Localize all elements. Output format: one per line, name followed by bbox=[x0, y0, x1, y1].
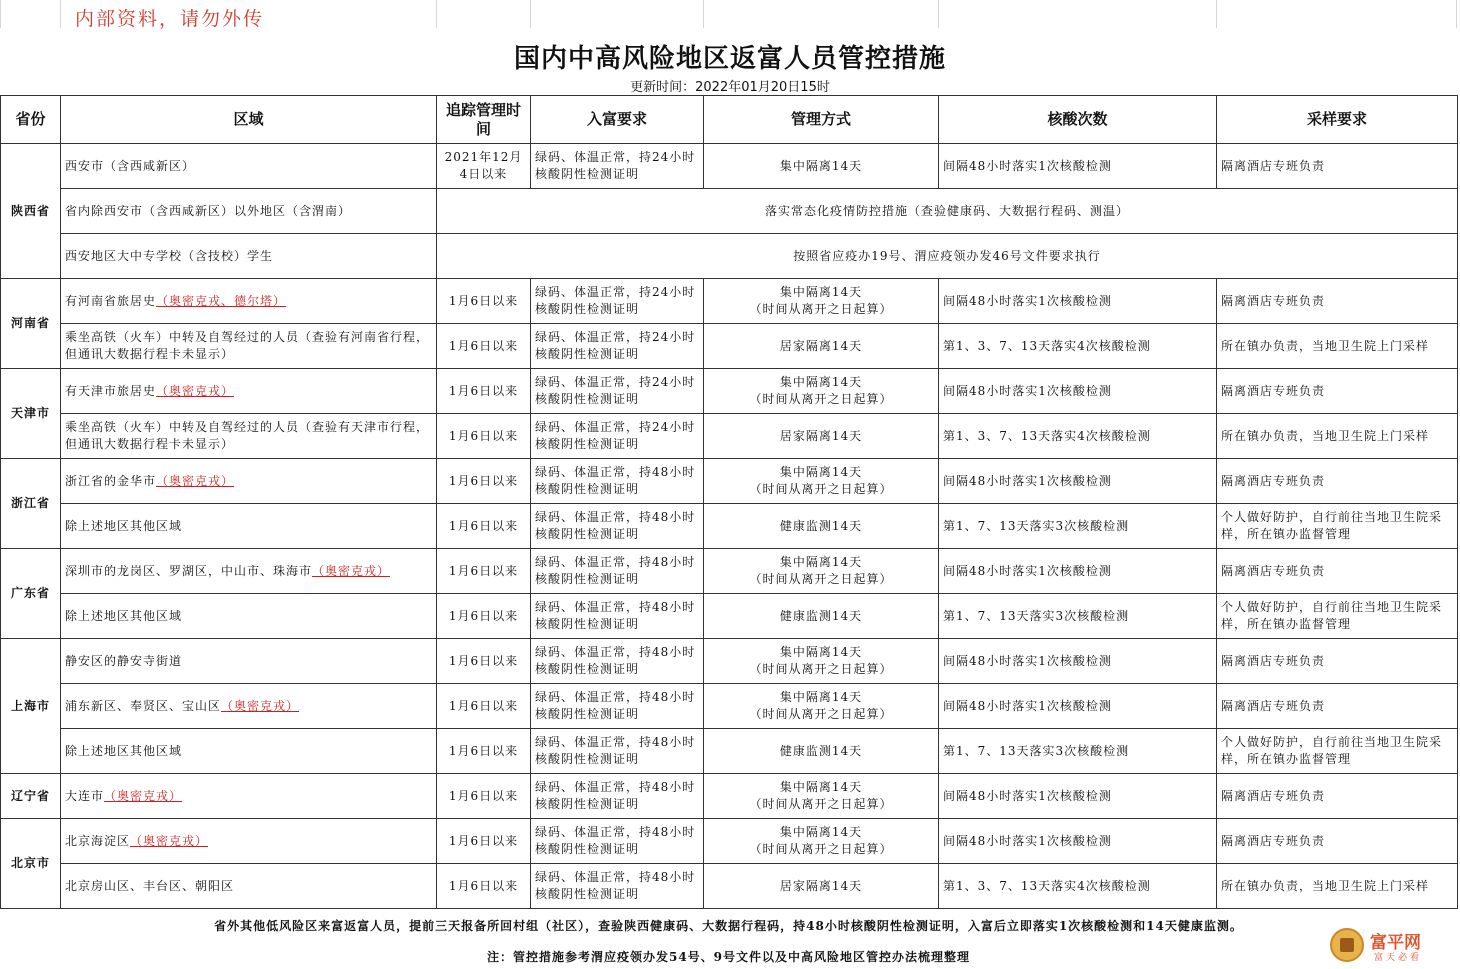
time-cell: 1月6日以来 bbox=[437, 459, 531, 504]
variant-tag: （奥密克戎） bbox=[104, 788, 183, 803]
nat-cell: 间隔48小时落实1次核酸检测 bbox=[939, 774, 1217, 819]
variant-tag: （奥密克戎） bbox=[221, 698, 300, 713]
time-cell: 1月6日以来 bbox=[437, 774, 531, 819]
requirement-cell: 绿码、体温正常，持48小时核酸阴性检测证明 bbox=[531, 684, 704, 729]
area-cell: 省内除西安市（含西咸新区）以外地区（含渭南） bbox=[61, 189, 437, 234]
variant-tag: （奥密克戎） bbox=[130, 833, 209, 848]
requirement-cell: 绿码、体温正常，持24小时核酸阴性检测证明 bbox=[531, 279, 704, 324]
table-row bbox=[1, 324, 1458, 369]
table-row bbox=[1, 684, 1458, 729]
requirement-cell: 绿码、体温正常，持48小时核酸阴性检测证明 bbox=[531, 774, 704, 819]
management-cell bbox=[704, 459, 939, 504]
management-cell bbox=[704, 774, 939, 819]
management-cell bbox=[704, 819, 939, 864]
nat-cell: 间隔48小时落实1次核酸检测 bbox=[939, 459, 1217, 504]
nat-cell: 第1、3、7、13天落实4次核酸检测 bbox=[939, 324, 1217, 369]
requirement-cell: 绿码、体温正常，持24小时核酸阴性检测证明 bbox=[531, 414, 704, 459]
nat-cell: 第1、7、13天落实3次核酸检测 bbox=[939, 729, 1217, 774]
table-row bbox=[1, 639, 1458, 684]
management-cell bbox=[704, 369, 939, 414]
management-note: （时间从离开之日起算） bbox=[749, 662, 893, 676]
table-row bbox=[1, 594, 1458, 639]
sampling-cell: 所在镇办负责，当地卫生院上门采样 bbox=[1217, 324, 1458, 369]
sampling-cell: 个人做好防护，自行前往当地卫生院采样，所在镇办监督管理 bbox=[1217, 594, 1458, 639]
variant-tag: （奥密克戎、德尔塔） bbox=[156, 293, 287, 308]
col-header-time: 追踪管理时间 bbox=[437, 96, 531, 144]
time-cell: 1月6日以来 bbox=[437, 369, 531, 414]
area-cell bbox=[61, 774, 437, 819]
table-row bbox=[1, 864, 1458, 909]
variant-tag: （奥密克戎） bbox=[156, 383, 235, 398]
merged-measure-cell: 落实常态化疫情防控措施（查验健康码、大数据行程码、测温） bbox=[437, 189, 1458, 234]
area-text: 浙江省的金华市 bbox=[65, 473, 157, 488]
requirement-cell: 绿码、体温正常，持24小时核酸阴性检测证明 bbox=[531, 369, 704, 414]
variant-tag: （奥密克戎） bbox=[312, 563, 391, 578]
management-cell bbox=[704, 549, 939, 594]
nat-cell: 间隔48小时落实1次核酸检测 bbox=[939, 819, 1217, 864]
sampling-cell: 所在镇办负责，当地卫生院上门采样 bbox=[1217, 414, 1458, 459]
area-cell bbox=[61, 819, 437, 864]
table-row bbox=[1, 774, 1458, 819]
management-text: 集中隔离14天 bbox=[779, 375, 863, 389]
nat-cell: 间隔48小时落实1次核酸检测 bbox=[939, 369, 1217, 414]
time-cell: 1月6日以来 bbox=[437, 549, 531, 594]
requirement-cell: 绿码、体温正常，持24小时核酸阴性检测证明 bbox=[531, 324, 704, 369]
sampling-cell: 隔离酒店专班负责 bbox=[1217, 639, 1458, 684]
sampling-cell: 个人做好防护，自行前往当地卫生院采样，所在镇办监督管理 bbox=[1217, 729, 1458, 774]
nat-cell: 第1、3、7、13天落实4次核酸检测 bbox=[939, 414, 1217, 459]
area-text: 有天津市旅居史 bbox=[65, 383, 157, 398]
province-cell: 天津市 bbox=[1, 369, 61, 459]
col-header-province: 省份 bbox=[1, 96, 61, 144]
table-row bbox=[1, 414, 1458, 459]
time-cell: 1月6日以来 bbox=[437, 819, 531, 864]
management-note: （时间从离开之日起算） bbox=[749, 842, 893, 856]
table-row bbox=[1, 279, 1458, 324]
requirement-cell: 绿码、体温正常，持48小时核酸阴性检测证明 bbox=[531, 504, 704, 549]
table-row bbox=[1, 234, 1458, 279]
table-row bbox=[1, 504, 1458, 549]
management-cell: 集中隔离14天 bbox=[704, 144, 939, 189]
table-row bbox=[1, 549, 1458, 594]
col-header-area: 区域 bbox=[61, 96, 437, 144]
management-note: （时间从离开之日起算） bbox=[749, 392, 893, 406]
nat-cell: 第1、7、13天落实3次核酸检测 bbox=[939, 594, 1217, 639]
area-cell: 除上述地区其他区域 bbox=[61, 504, 437, 549]
area-cell bbox=[61, 369, 437, 414]
sampling-cell: 隔离酒店专班负责 bbox=[1217, 549, 1458, 594]
area-cell bbox=[61, 279, 437, 324]
management-note: （时间从离开之日起算） bbox=[749, 797, 893, 811]
management-text: 集中隔离14天 bbox=[779, 690, 863, 704]
area-cell: 西安市（含西咸新区） bbox=[61, 144, 437, 189]
sampling-cell: 隔离酒店专班负责 bbox=[1217, 819, 1458, 864]
confidential-notice: 内部资料，请勿外传 bbox=[75, 8, 265, 30]
sampling-cell: 隔离酒店专班负责 bbox=[1217, 279, 1458, 324]
col-header-nat-count: 核酸次数 bbox=[939, 96, 1217, 144]
area-text: 深圳市的龙岗区、罗湖区，中山市、珠海市 bbox=[65, 563, 313, 578]
management-cell: 居家隔离14天 bbox=[704, 414, 939, 459]
management-cell: 健康监测14天 bbox=[704, 504, 939, 549]
management-cell bbox=[704, 639, 939, 684]
area-cell bbox=[61, 459, 437, 504]
table-row bbox=[1, 729, 1458, 774]
management-note: （时间从离开之日起算） bbox=[749, 302, 893, 316]
area-cell bbox=[61, 684, 437, 729]
management-cell: 居家隔离14天 bbox=[704, 324, 939, 369]
area-text: 北京海淀区 bbox=[65, 833, 131, 848]
merged-measure-cell: 按照省应疫办19号、渭应疫领办发46号文件要求执行 bbox=[437, 234, 1458, 279]
time-cell: 1月6日以来 bbox=[437, 324, 531, 369]
nat-cell: 间隔48小时落实1次核酸检测 bbox=[939, 279, 1217, 324]
sampling-cell: 隔离酒店专班负责 bbox=[1217, 459, 1458, 504]
province-cell: 广东省 bbox=[1, 549, 61, 639]
management-text: 集中隔离14天 bbox=[779, 825, 863, 839]
area-cell: 除上述地区其他区域 bbox=[61, 594, 437, 639]
province-cell: 北京市 bbox=[1, 819, 61, 909]
nat-cell: 间隔48小时落实1次核酸检测 bbox=[939, 549, 1217, 594]
table-header-row bbox=[1, 96, 1458, 144]
update-time: 更新时间：2022年01月20日15时 bbox=[630, 80, 830, 95]
management-cell bbox=[704, 684, 939, 729]
management-note: （时间从离开之日起算） bbox=[749, 482, 893, 496]
time-cell: 1月6日以来 bbox=[437, 279, 531, 324]
nat-cell: 间隔48小时落实1次核酸检测 bbox=[939, 684, 1217, 729]
measures-table bbox=[0, 95, 1458, 909]
management-text: 集中隔离14天 bbox=[779, 465, 863, 479]
requirement-cell: 绿码、体温正常，持48小时核酸阴性检测证明 bbox=[531, 594, 704, 639]
time-cell: 1月6日以来 bbox=[437, 504, 531, 549]
footer-note-low-risk: 省外其他低风险区来富返富人员，提前三天报备所回村组（社区），查验陕西健康码、大数据行程码，持48小时核酸阴性检测证明，入富后立即落实1次核酸检测和14天健康监测。 bbox=[214, 919, 1243, 933]
management-text: 集中隔离14天 bbox=[779, 555, 863, 569]
page-title: 国内中高风险地区返富人员管控措施 bbox=[513, 44, 946, 74]
area-cell: 西安地区大中专学校（含技校）学生 bbox=[61, 234, 437, 279]
area-cell bbox=[61, 549, 437, 594]
management-text: 集中隔离14天 bbox=[779, 780, 863, 794]
logo-tagline: 富天必看 bbox=[1374, 953, 1423, 963]
province-cell: 浙江省 bbox=[1, 459, 61, 549]
management-note: （时间从离开之日起算） bbox=[749, 572, 893, 586]
management-note: （时间从离开之日起算） bbox=[749, 707, 893, 721]
col-header-entry-requirement: 入富要求 bbox=[531, 96, 704, 144]
requirement-cell: 绿码、体温正常，持48小时核酸阴性检测证明 bbox=[531, 459, 704, 504]
management-cell bbox=[704, 279, 939, 324]
area-text: 有河南省旅居史 bbox=[65, 293, 157, 308]
time-cell: 1月6日以来 bbox=[437, 594, 531, 639]
nat-cell: 间隔48小时落实1次核酸检测 bbox=[939, 144, 1217, 189]
table-row bbox=[1, 459, 1458, 504]
province-cell: 河南省 bbox=[1, 279, 61, 369]
time-cell: 1月6日以来 bbox=[437, 414, 531, 459]
requirement-cell: 绿码、体温正常，持48小时核酸阴性检测证明 bbox=[531, 549, 704, 594]
time-cell: 2021年12月4日以来 bbox=[437, 144, 531, 189]
area-cell: 乘坐高铁（火车）中转及自驾经过的人员（查验有天津市行程，但通讯大数据行程卡未显示） bbox=[61, 414, 437, 459]
sampling-cell: 隔离酒店专班负责 bbox=[1217, 684, 1458, 729]
management-text: 集中隔离14天 bbox=[779, 285, 863, 299]
requirement-cell: 绿码、体温正常，持48小时核酸阴性检测证明 bbox=[531, 864, 704, 909]
management-cell: 居家隔离14天 bbox=[704, 864, 939, 909]
management-cell: 健康监测14天 bbox=[704, 729, 939, 774]
footer-note-reference: 注：管控措施参考渭应疫领办发54号、9号文件以及中高风险地区管控办法梳理整理 bbox=[486, 950, 971, 964]
col-header-management: 管理方式 bbox=[704, 96, 939, 144]
management-text: 集中隔离14天 bbox=[779, 645, 863, 659]
nat-cell: 第1、7、13天落实3次核酸检测 bbox=[939, 504, 1217, 549]
province-cell: 上海市 bbox=[1, 639, 61, 774]
area-cell: 北京房山区、丰台区、朝阳区 bbox=[61, 864, 437, 909]
province-cell: 辽宁省 bbox=[1, 774, 61, 819]
requirement-cell: 绿码、体温正常，持48小时核酸阴性检测证明 bbox=[531, 729, 704, 774]
area-text: 浦东新区、奉贤区、宝山区 bbox=[65, 698, 222, 713]
table-row bbox=[1, 189, 1458, 234]
sampling-cell: 所在镇办负责，当地卫生院上门采样 bbox=[1217, 864, 1458, 909]
site-logo bbox=[1330, 926, 1440, 966]
variant-tag: （奥密克戎） bbox=[156, 473, 235, 488]
sampling-cell: 隔离酒店专班负责 bbox=[1217, 144, 1458, 189]
time-cell: 1月6日以来 bbox=[437, 864, 531, 909]
time-cell: 1月6日以来 bbox=[437, 729, 531, 774]
col-header-sampling: 采样要求 bbox=[1217, 96, 1458, 144]
logo-name: 富平网 bbox=[1370, 933, 1421, 953]
nat-cell: 第1、3、7、13天落实4次核酸检测 bbox=[939, 864, 1217, 909]
requirement-cell: 绿码、体温正常，持48小时核酸阴性检测证明 bbox=[531, 639, 704, 684]
requirement-cell: 绿码、体温正常，持24小时核酸阴性检测证明 bbox=[531, 144, 704, 189]
area-text: 大连市 bbox=[65, 788, 105, 803]
requirement-cell: 绿码、体温正常，持48小时核酸阴性检测证明 bbox=[531, 819, 704, 864]
table-row bbox=[1, 819, 1458, 864]
province-cell: 陕西省 bbox=[1, 144, 61, 279]
sampling-cell: 隔离酒店专班负责 bbox=[1217, 369, 1458, 414]
management-cell: 健康监测14天 bbox=[704, 594, 939, 639]
area-cell: 静安区的静安寺街道 bbox=[61, 639, 437, 684]
sampling-cell: 隔离酒店专班负责 bbox=[1217, 774, 1458, 819]
area-cell: 乘坐高铁（火车）中转及自驾经过的人员（查验有河南省行程，但通讯大数据行程卡未显示） bbox=[61, 324, 437, 369]
time-cell: 1月6日以来 bbox=[437, 684, 531, 729]
nat-cell: 间隔48小时落实1次核酸检测 bbox=[939, 639, 1217, 684]
table-row bbox=[1, 369, 1458, 414]
time-cell: 1月6日以来 bbox=[437, 639, 531, 684]
table-row bbox=[1, 144, 1458, 189]
area-cell: 除上述地区其他区域 bbox=[61, 729, 437, 774]
sampling-cell: 个人做好防护，自行前往当地卫生院采样，所在镇办监督管理 bbox=[1217, 504, 1458, 549]
tower-emblem-icon bbox=[1330, 928, 1364, 962]
